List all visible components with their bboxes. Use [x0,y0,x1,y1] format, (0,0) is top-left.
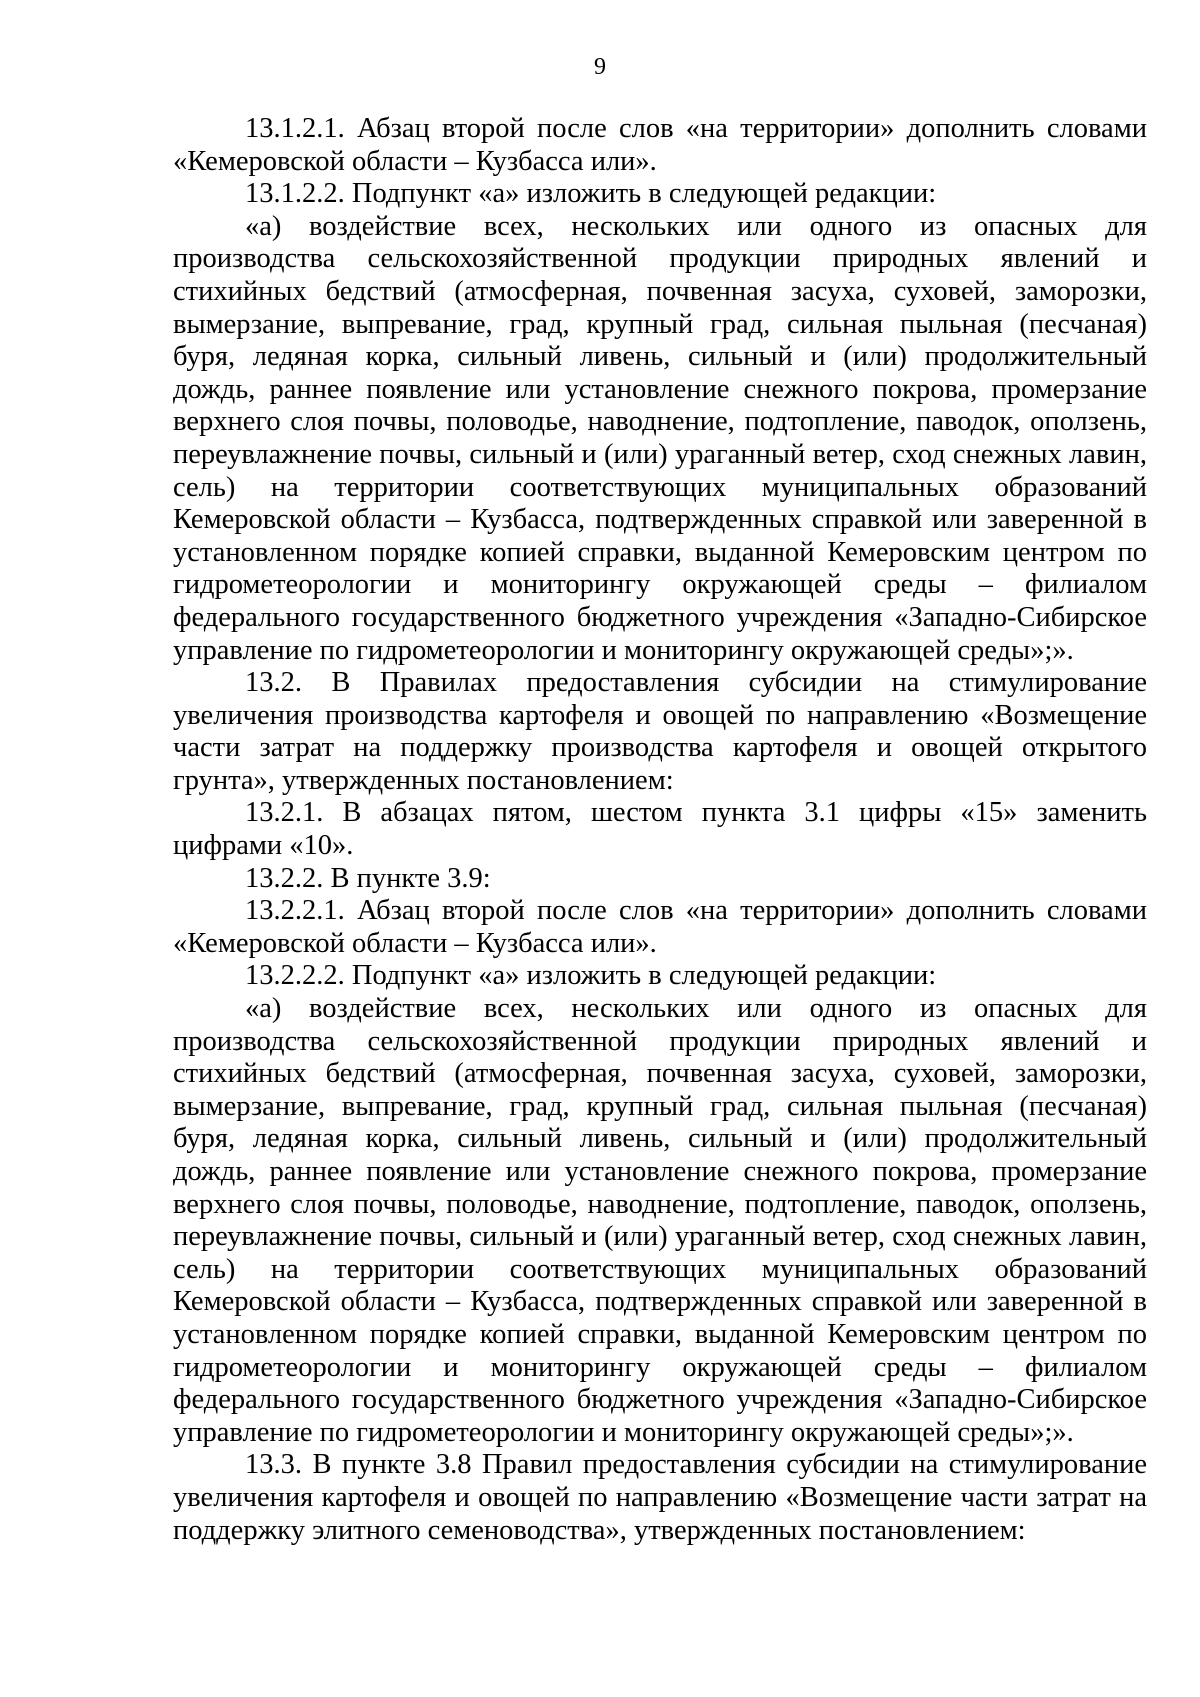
paragraph-13-2-2-1: 13.2.2.1. Абзац второй после слов «на территории» дополнить словами «Кемеровской области – Кузбасса или». [173,895,1147,959]
page-number: 9 [594,54,606,80]
paragraph-13-3: 13.3. В пункте 3.8 Правил предоставления субсидии на стимулирование увеличения картофеля и овощей по направлению «Возмещение части затрат на поддержку элитного семеноводства», утвержденных постановлением: [173,1449,1147,1546]
paragraph-13-2: 13.2. В Правилах предоставления субсидии на стимулирование увеличения производства картофеля и овощей по направлению «Возмещение части затрат на поддержку производства картофеля и овощей открытого грунта», утвержденных постановлением: [173,667,1147,796]
paragraph-13-2-2-2: 13.2.2.2. Подпункт «а» изложить в следующей редакции: [245,960,937,992]
paragraph-13-1-2-1: 13.1.2.1. Абзац второй после слов «на территории» дополнить словами «Кемеровской области – Кузбасса или». [173,113,1147,177]
paragraph-13-1-2-2: 13.1.2.2. Подпункт «а» изложить в следующей редакции: [245,178,937,210]
document-body [173,113,1147,1547]
paragraph-subitem-a-second: «а) воздействие всех, нескольких или одного из опасных для производства сельскохозяйственной продукции природных явлений и стихийных бедствий (атмосферная, почвенная засуха, суховей, заморозки, вымерзание, выпревание, град, крупный град, сильная пыльная (песчаная) буря, ледяная корка, сильный ливень, сильный и (или) продолжительный дождь, раннее появление или установление снежного покрова, промерзание верхнего слоя почвы, половодье, наводнение, подтопление, паводок, оползень, переувлажнение почвы, сильный и (или) ураганный ветер, сход снежных лавин, сель) на территории соответствующих муниципальных образований Кемеровской области – Кузбасса, подтвержденных справкой или заверенной в установленном порядке копией справки, выданной Кемеровским центром по гидрометеорологии и мониторингу окружающей среды – филиалом федерального государственного бюджетного учреждения «Западно-Сибирское управление по гидрометеорологии и мониторингу окружающей среды»;». [173,993,1147,1448]
paragraph-subitem-a-first: «а) воздействие всех, нескольких или одного из опасных для производства сельскохозяйственной продукции природных явлений и стихийных бедствий (атмосферная, почвенная засуха, суховей, заморозки, вымерзание, выпревание, град, крупный град, сильная пыльная (песчаная) буря, ледяная корка, сильный ливень, сильный и (или) продолжительный дождь, раннее появление или установление снежного покрова, промерзание верхнего слоя почвы, половодье, наводнение, подтопление, паводок, оползень, переувлажнение почвы, сильный и (или) ураганный ветер, сход снежных лавин, сель) на территории соответствующих муниципальных образований Кемеровской области – Кузбасса, подтвержденных справкой или заверенной в установленном порядке копией справки, выданной Кемеровским центром по гидрометеорологии и мониторингу окружающей среды – филиалом федерального государственного бюджетного учреждения «Западно-Сибирское управление по гидрометеорологии и мониторингу окружающей среды»;». [173,210,1147,666]
paragraph-13-2-2: 13.2.2. В пункте 3.9: [245,862,491,894]
paragraph-13-2-1: 13.2.1. В абзацах пятом, шестом пункта 3.1 цифры «15» заменить цифрами «10». [173,797,1147,862]
